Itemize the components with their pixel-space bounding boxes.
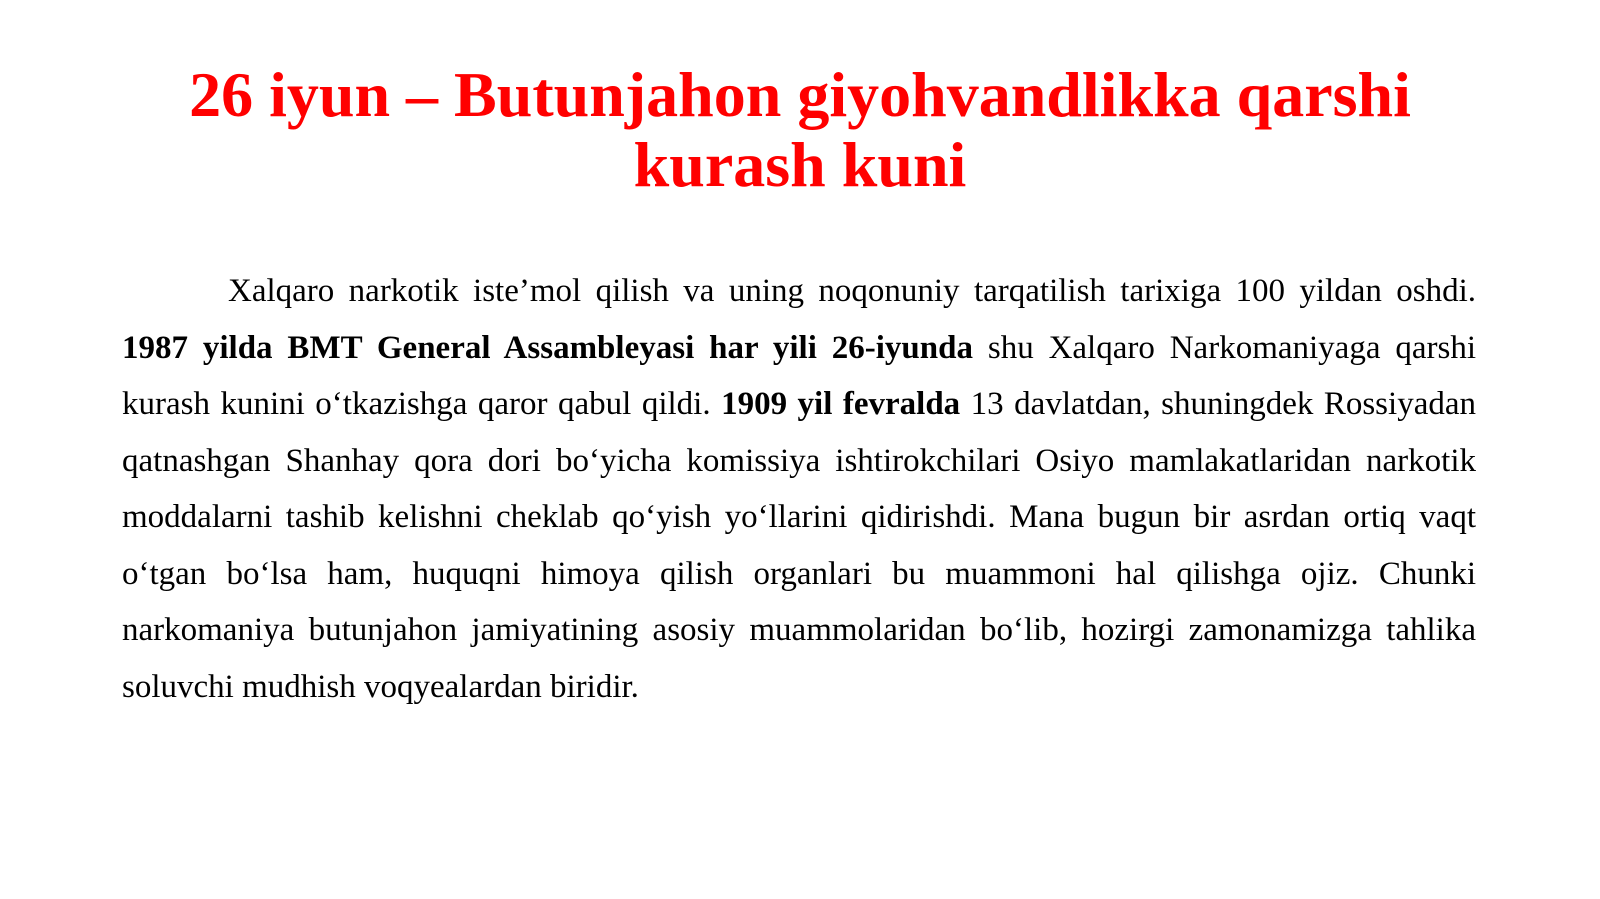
body-paragraph	[122, 263, 1476, 715]
body-text-part-1: Xalqaro narkotik iste’mol qilish va uning noqonuniy tarqatilish tarixiga 100 yildan oshdi.	[228, 273, 1476, 309]
title-line-1: 26 iyun – Butunjahon giyohvandlikka qarshi	[189, 59, 1411, 130]
body-bold-1909: 1909 yil fevralda	[721, 386, 961, 422]
body-text-part-2: shu Xalqaro Narkomaniyaga qarshi kurash kunini o‘tkazishga qaror qabul qildi.	[122, 329, 1476, 422]
title-line-2: kurash kuni	[633, 129, 967, 200]
body-bold-1987: 1987 yilda BMT General Assambleyasi har yili 26-iyunda	[122, 329, 973, 366]
slide-title	[120, 60, 1480, 200]
body-text-part-3: 13 davlatdan, shuningdek Rossiyadan qatnashgan Shanhay qora dori bo‘yicha komissiya ishtirokchilari Osiyo mamlakatlaridan narkotik moddalarni tashib kelishni cheklab qo‘yish yo‘llarini qidirishdi. Mana bugun bir asrdan ortiq vaqt o‘tgan bo‘lsa ham, huquqni himoya qilish organlari bu muammoni hal qilishga ojiz. Chunki narkomaniya butunjahon jamiyatining asosiy muammolaridan bo‘lib, hozirgi zamonamizga tahlika soluvchi mudhish voqyealardan biridir.	[122, 386, 1476, 705]
